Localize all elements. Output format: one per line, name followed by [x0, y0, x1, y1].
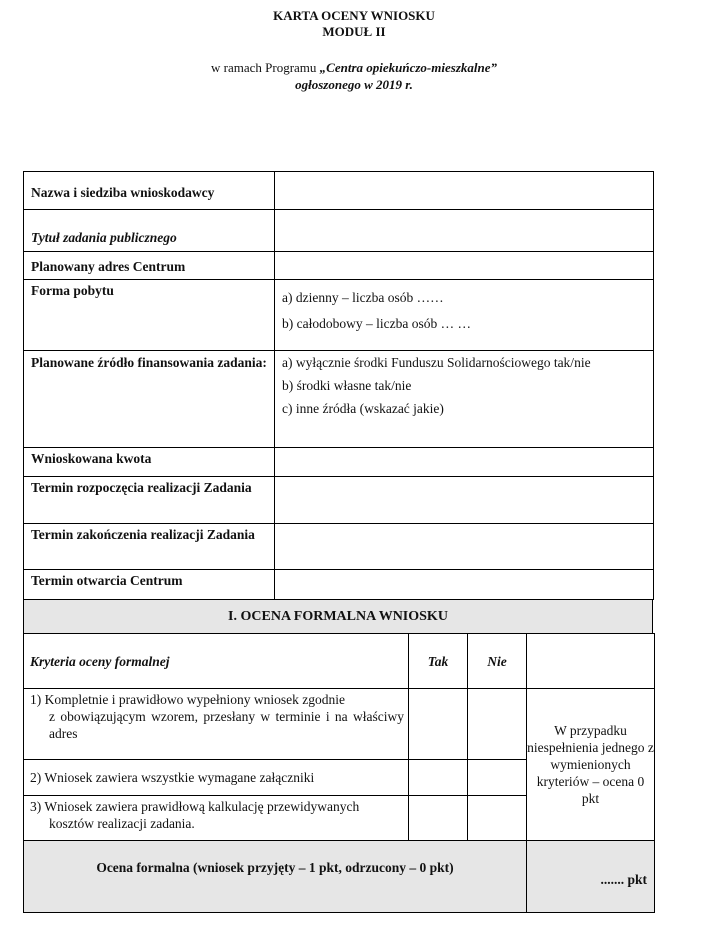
criterion-1-first-line: 1) Kompletnie i prawidłowo wypełniony wniosek zgodnie — [30, 692, 345, 707]
criterion-1-yes-cell[interactable] — [409, 689, 468, 760]
amount-value — [275, 448, 654, 477]
opening-date-label: Termin otwarcia Centrum — [24, 570, 275, 600]
section-heading: I. OCENA FORMALNA WNIOSKU — [23, 599, 653, 634]
address-label: Planowany adres Centrum — [24, 252, 275, 280]
program-prefix: w ramach Programu — [211, 60, 320, 75]
application-info-table — [23, 171, 654, 600]
end-date-label: Termin zakończenia realizacji Zadania — [24, 524, 275, 570]
criterion-3-no-cell[interactable] — [468, 796, 527, 841]
stay-form-label: Forma pobytu — [24, 280, 275, 351]
end-date-value — [275, 524, 654, 570]
doc-year-line: ogłoszonego w 2019 r. — [295, 77, 413, 92]
address-value — [275, 252, 654, 280]
stay-form-value — [275, 280, 654, 351]
applicant-label: Nazwa i siedziba wnioskodawcy — [24, 172, 275, 210]
funding-value — [275, 351, 654, 448]
program-name: „Centra opiekuńczo-mieszkalne” — [319, 60, 497, 75]
stay-day-option: a) dzienny – liczba osób …… — [282, 290, 444, 305]
criterion-1 — [24, 689, 409, 760]
criterion-2: 2) Wniosek zawiera wszystkie wymagane załączniki — [24, 760, 409, 796]
doc-module: MODUŁ II — [322, 24, 386, 39]
no-column-header: Nie — [468, 634, 527, 689]
funding-option-b: b) środki własne tak/nie — [282, 378, 412, 393]
task-title-value — [275, 210, 654, 252]
stay-full-option: b) całodobowy – liczba osób … … — [282, 316, 471, 331]
criteria-column-header: Kryteria oceny formalnej — [24, 634, 409, 689]
criterion-3 — [24, 796, 409, 841]
criterion-1-no-cell[interactable] — [468, 689, 527, 760]
criterion-3-first-line: 3) Wniosek zawiera prawidłową kalkulację przewidywanych — [30, 799, 360, 814]
doc-title: KARTA OCENY WNIOSKU — [273, 8, 435, 23]
criterion-1-rest: z obowiązującym wzorem, przesłany w terminie i na właściwy adres — [49, 709, 404, 741]
applicant-value — [275, 172, 654, 210]
start-date-label: Termin rozpoczęcia realizacji Zadania — [24, 477, 275, 524]
criteria-note: W przypadku niespełnienia jednego z wymienionych kryteriów – ocena 0 pkt — [527, 689, 655, 841]
funding-label: Planowane źródło finansowania zadania: — [24, 351, 275, 448]
criterion-2-yes-cell[interactable] — [409, 760, 468, 796]
formal-score-points: ....... pkt — [527, 841, 655, 913]
formal-score-summary: Ocena formalna (wniosek przyjęty – 1 pkt, odrzucony – 0 pkt) — [24, 841, 527, 913]
funding-option-c: c) inne źródła (wskazać jakie) — [282, 401, 444, 416]
criterion-2-no-cell[interactable] — [468, 760, 527, 796]
doc-program-line — [0, 60, 708, 76]
start-date-value — [275, 477, 654, 524]
criterion-3-rest: kosztów realizacji zadania. — [49, 816, 195, 831]
criterion-3-yes-cell[interactable] — [409, 796, 468, 841]
note-column-header — [527, 634, 655, 689]
funding-option-a: a) wyłącznie środki Funduszu Solidarnościowego tak/nie — [282, 355, 591, 370]
yes-column-header: Tak — [409, 634, 468, 689]
opening-date-value — [275, 570, 654, 600]
formal-criteria-table — [23, 633, 655, 913]
amount-label: Wnioskowana kwota — [24, 448, 275, 477]
task-title-label: Tytuł zadania publicznego — [24, 210, 275, 252]
